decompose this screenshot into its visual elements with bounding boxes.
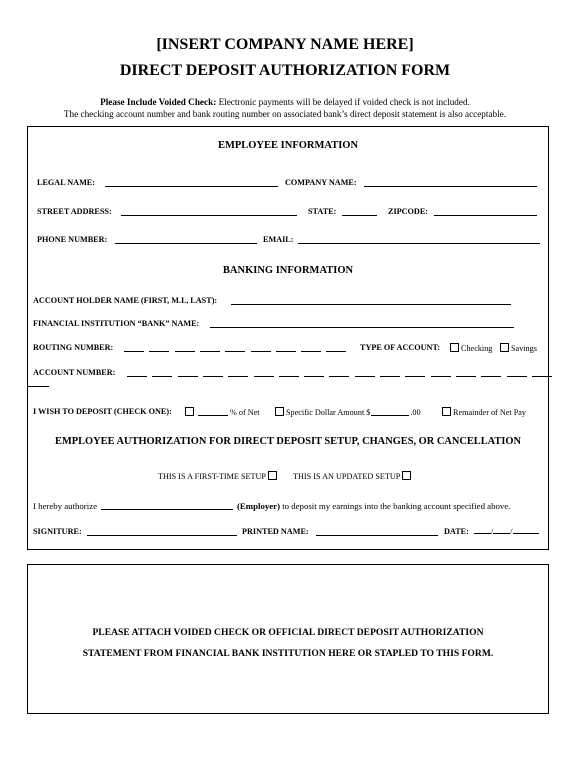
account-digit-blank[interactable] (456, 376, 476, 377)
financial-institution-field[interactable] (210, 327, 514, 328)
remainder-label: Remainder of Net Pay (453, 408, 526, 417)
voided-check-note-text: Electronic payments will be delayed if voided check is not included. (216, 97, 470, 107)
zipcode-label: ZIPCODE: (388, 207, 429, 216)
updated-setup-checkbox[interactable] (402, 471, 411, 480)
account-digit-blank[interactable] (481, 376, 501, 377)
printed-name-field[interactable] (316, 535, 438, 536)
specific-amount-label: Specific Dollar Amount $ (286, 408, 371, 417)
signature-label: SIGNITURE: (33, 527, 82, 536)
first-time-setup-label: THIS IS A FIRST-TIME SETUP (158, 472, 266, 481)
updated-setup-label: THIS IS AN UPDATED SETUP (293, 472, 401, 481)
account-digit-blank[interactable] (329, 376, 349, 377)
date-label: DATE: (444, 527, 469, 536)
account-digit-blank[interactable] (228, 376, 248, 377)
employee-information-heading: EMPLOYEE INFORMATION (217, 140, 359, 151)
account-digit-blank[interactable] (127, 376, 147, 377)
signature-field[interactable] (87, 535, 237, 536)
specific-amount-option[interactable] (273, 407, 421, 417)
routing-digit-blank[interactable] (175, 351, 195, 352)
type-of-account-label: TYPE OF ACCOUNT: (360, 343, 441, 352)
legal-name-label: LEGAL NAME: (37, 178, 95, 187)
first-time-setup-option[interactable] (158, 471, 279, 481)
company-name-label: COMPANY NAME: (285, 178, 357, 187)
account-number-label: ACCOUNT NUMBER: (33, 368, 116, 377)
date-field[interactable]: / / (474, 527, 539, 536)
phone-number-field[interactable] (115, 243, 257, 244)
savings-checkbox[interactable] (500, 343, 509, 352)
checking-option[interactable] (448, 343, 492, 353)
attach-instructions-line1: PLEASE ATTACH VOIDED CHECK OR OFFICIAL DIRECT DEPOSIT AUTHORIZATION (92, 627, 484, 638)
banking-information-heading: BANKING INFORMATION (222, 265, 354, 276)
phone-number-label: PHONE NUMBER: (37, 235, 108, 244)
street-address-label: STREET ADDRESS: (37, 207, 112, 216)
routing-digit-blank[interactable] (326, 351, 346, 352)
attach-instructions-line2: STATEMENT FROM FINANCIAL BANK INSTITUTION HERE OR STAPLED TO THIS FORM. (82, 648, 494, 659)
zipcode-field[interactable] (434, 215, 537, 216)
specific-amount-checkbox[interactable] (275, 407, 284, 416)
account-digit-blank[interactable] (304, 376, 324, 377)
checking-label: Checking (461, 344, 493, 353)
date-day-field[interactable] (493, 533, 510, 534)
acceptable-statement-note: The checking account number and bank routing number on associated bank’s direct deposit statement is also acceptable. (63, 109, 507, 119)
account-digit-blank[interactable] (254, 376, 274, 377)
employer-name-field[interactable] (101, 509, 233, 510)
date-month-field[interactable] (474, 533, 491, 534)
authorize-sentence (33, 501, 510, 511)
voided-check-note-label: Please Include Voided Check: (100, 97, 217, 107)
specific-amount-field[interactable] (371, 415, 409, 416)
cents-label: .00 (410, 408, 421, 417)
first-time-setup-checkbox[interactable] (268, 471, 277, 480)
company-name-field[interactable] (364, 186, 537, 187)
routing-digit-blank[interactable] (251, 351, 271, 352)
account-digit-blank[interactable] (279, 376, 299, 377)
account-digit-blank[interactable] (405, 376, 425, 377)
account-holder-label: ACCOUNT HOLDER NAME (FIRST, M.I., LAST): (33, 296, 218, 305)
authorize-prefix: I hereby authorize (33, 501, 97, 511)
percent-of-net-label: % of Net (230, 408, 260, 417)
state-field[interactable] (342, 215, 377, 216)
routing-number-label: ROUTING NUMBER: (33, 343, 114, 352)
email-label: EMAIL: (263, 235, 294, 244)
account-digit-blank[interactable] (532, 376, 552, 377)
routing-digit-blank[interactable] (276, 351, 296, 352)
remainder-option[interactable] (440, 407, 526, 417)
routing-digit-blank[interactable] (124, 351, 144, 352)
email-field[interactable] (298, 243, 540, 244)
company-name-placeholder: [INSERT COMPANY NAME HERE] (156, 36, 414, 53)
account-digit-blank[interactable] (431, 376, 451, 377)
printed-name-label: PRINTED NAME: (242, 527, 309, 536)
deposit-choice-label: I WISH TO DEPOSIT (CHECK ONE): (33, 407, 172, 416)
account-digit-blank[interactable] (380, 376, 400, 377)
routing-digit-blank[interactable] (149, 351, 169, 352)
account-digit-blank[interactable] (203, 376, 223, 377)
updated-setup-option[interactable] (293, 471, 413, 481)
state-label: STATE: (308, 207, 337, 216)
account-digit-blank[interactable] (178, 376, 198, 377)
account-digit-blank[interactable] (152, 376, 172, 377)
remainder-checkbox[interactable] (442, 407, 451, 416)
routing-digit-blank[interactable] (200, 351, 220, 352)
percent-of-net-checkbox[interactable] (185, 407, 194, 416)
account-number-overflow-segment[interactable] (28, 386, 49, 387)
legal-name-field[interactable] (105, 186, 278, 187)
savings-label: Savings (511, 344, 537, 353)
form-title: DIRECT DEPOSIT AUTHORIZATION FORM (119, 62, 451, 79)
percent-field[interactable] (198, 415, 228, 416)
voided-check-note (0, 96, 570, 108)
routing-digit-blank[interactable] (301, 351, 321, 352)
percent-of-net-option[interactable] (183, 407, 260, 417)
checking-checkbox[interactable] (450, 343, 459, 352)
authorization-heading: EMPLOYEE AUTHORIZATION FOR DIRECT DEPOSIT SETUP, CHANGES, OR CANCELLATION (55, 436, 521, 447)
main-form-box (27, 126, 549, 550)
street-address-field[interactable] (121, 215, 297, 216)
employer-label: (Employer) (237, 501, 280, 511)
date-year-field[interactable] (513, 533, 539, 534)
routing-digit-blank[interactable] (225, 351, 245, 352)
authorize-suffix: to deposit my earnings into the banking account specified above. (282, 501, 511, 511)
financial-institution-label: FINANCIAL INSTITUTION “BANK” NAME: (33, 319, 200, 328)
savings-option[interactable] (498, 343, 537, 353)
account-digit-blank[interactable] (507, 376, 527, 377)
account-holder-field[interactable] (231, 304, 511, 305)
account-digit-blank[interactable] (355, 376, 375, 377)
voided-check-attachment-box (27, 564, 549, 714)
